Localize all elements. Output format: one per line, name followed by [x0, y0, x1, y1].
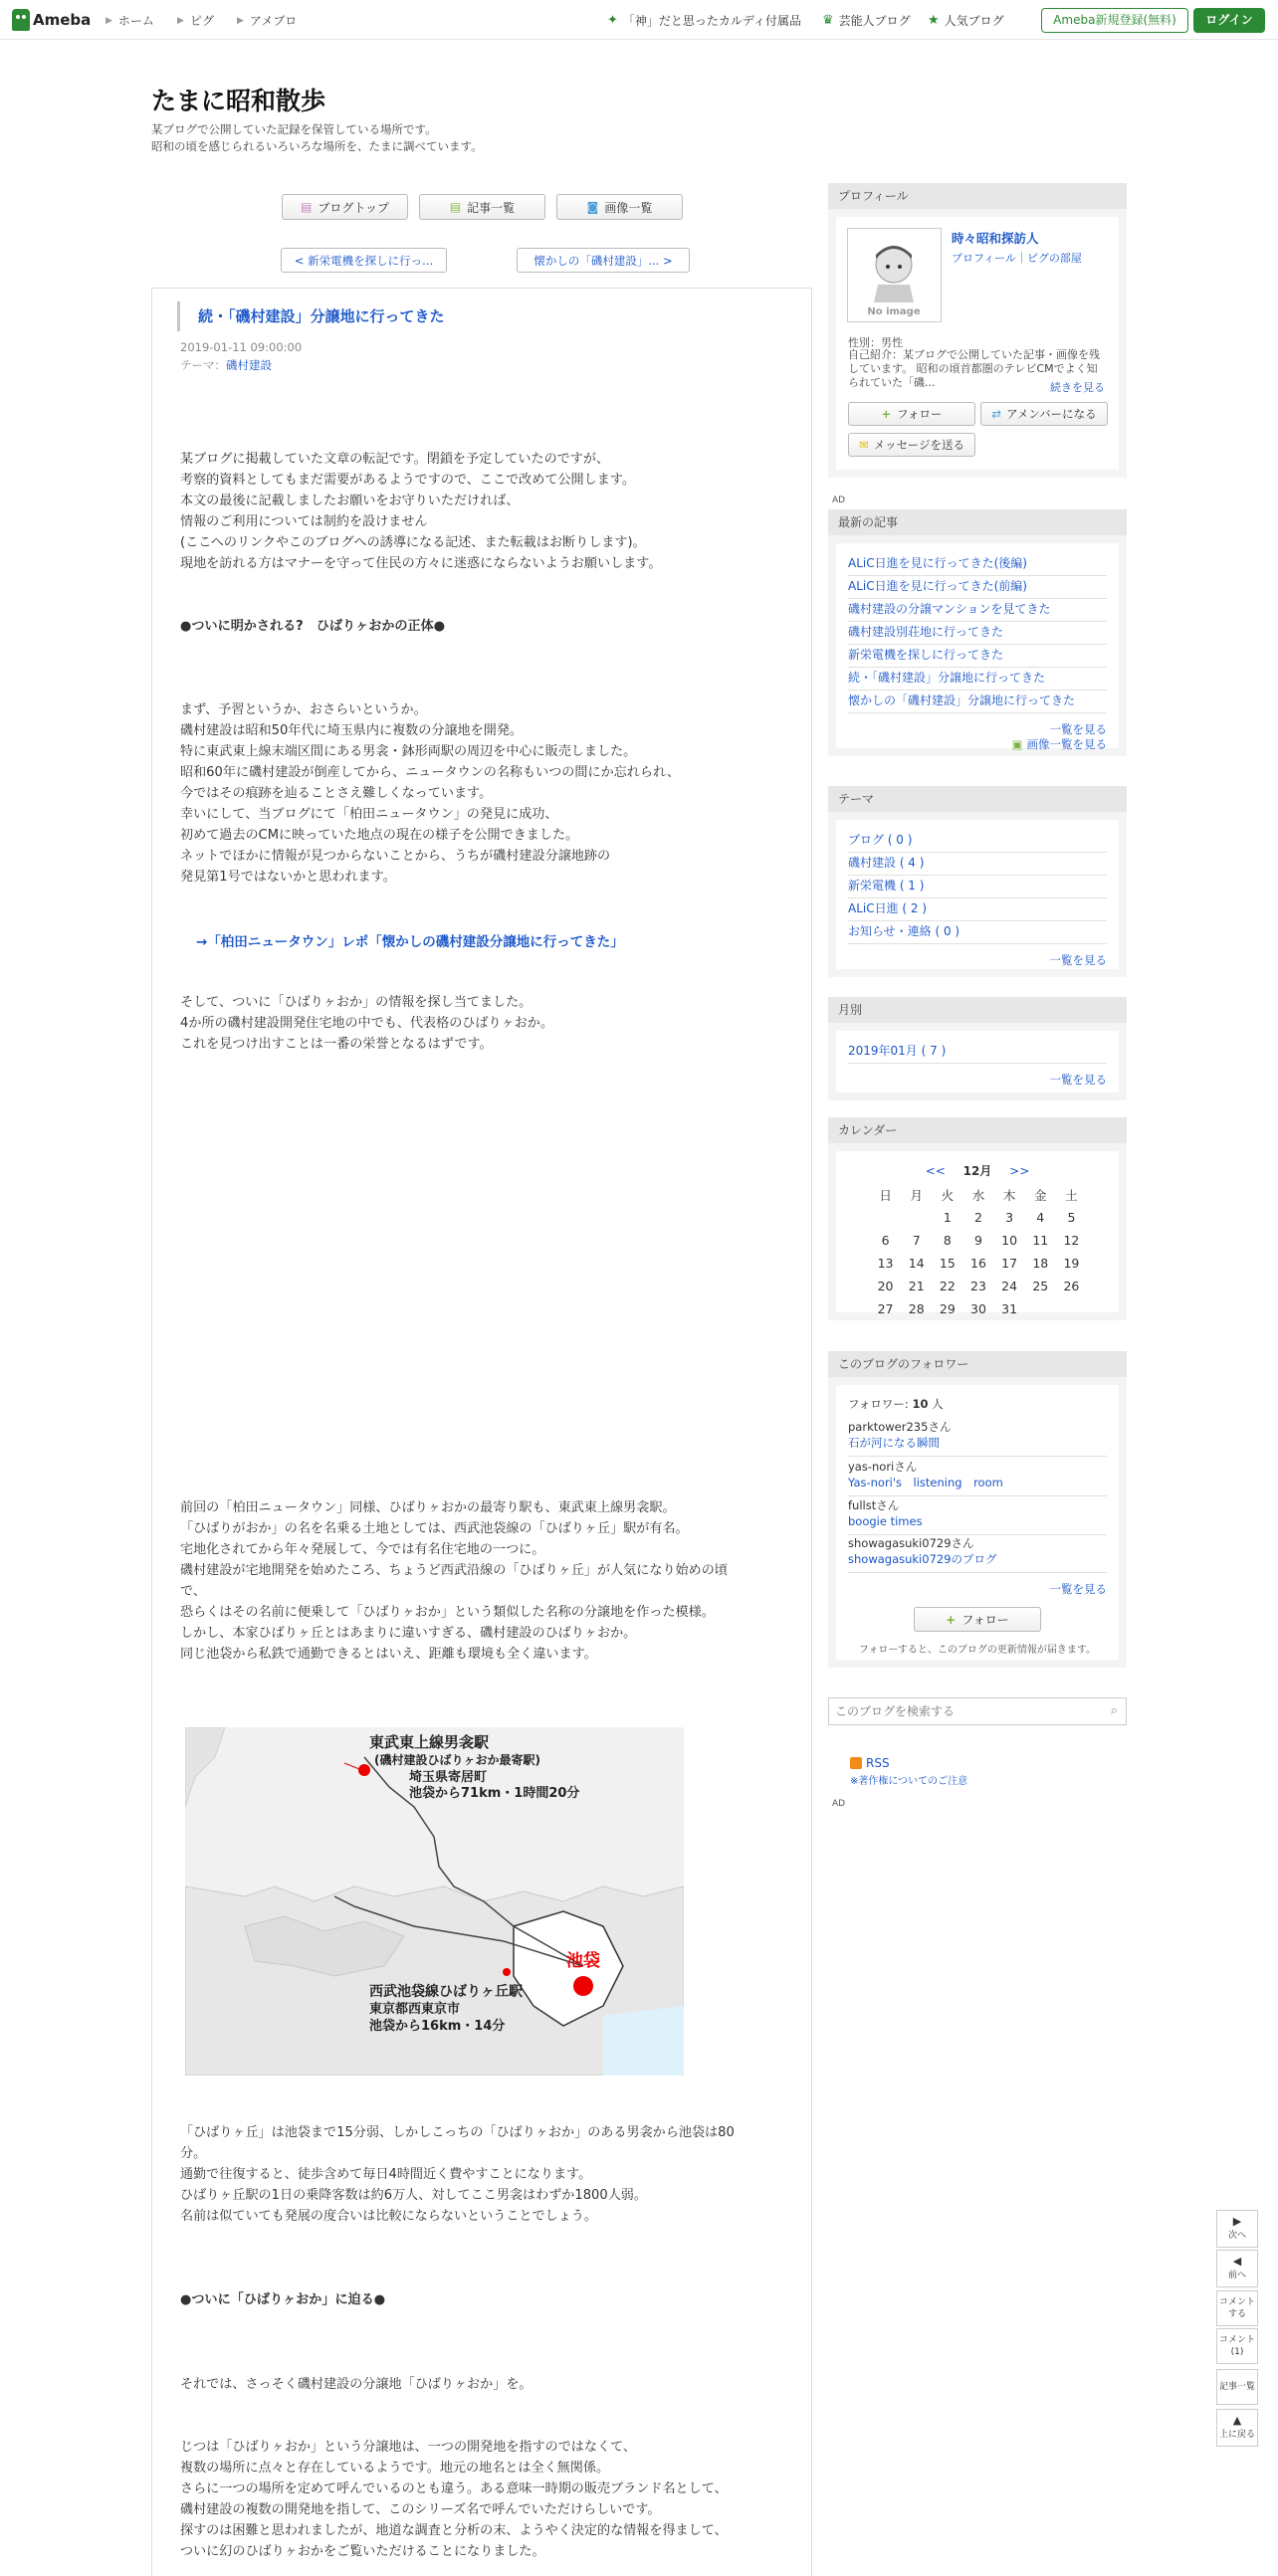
blog-top-label: ブログトップ [318, 200, 389, 215]
link-kaldi[interactable] [607, 12, 801, 29]
follow-label: フォロー [961, 1613, 1009, 1627]
recent-item[interactable]: 新栄電機を探しに行ってきた [848, 645, 1107, 668]
image-list-more-label: 画像一覧を見る [1026, 737, 1107, 751]
send-message-button[interactable] [848, 433, 975, 457]
map-label: 池袋から16km・14分 [369, 2019, 506, 2034]
text-line: 本文の最後に記載しましたお願いをお守りいただければ、 [180, 494, 520, 508]
text-line: 通勤で往復すると、徒歩含めて毎日4時間近く費やすことになります。 [180, 2167, 592, 2182]
theme-item[interactable]: 磯村建設 ( 4 ) [848, 853, 1107, 876]
text-line: それでは、さっそく磯村建設の分譲地「ひばりヶおか」を。 [180, 2377, 532, 2392]
next-label: 次へ [1227, 2231, 1246, 2241]
calendar-week [870, 1252, 1087, 1275]
nav-home[interactable] [106, 12, 154, 29]
top-label: 上に戻る [1218, 2430, 1255, 2440]
back-to-top-button[interactable] [1216, 2409, 1258, 2447]
follow-label: フォロー [897, 407, 943, 421]
calendar-day: 2 [974, 1210, 982, 1225]
calendar-day: 14 [908, 1256, 925, 1271]
copyright-note-link[interactable]: ※著作権についてのご注意 [850, 1776, 968, 1787]
hibarigaoka-station-marker [503, 1968, 511, 1976]
calendar-day: 28 [908, 1301, 925, 1316]
handshake-icon: ⇄ [991, 407, 1002, 421]
sparkle-icon: ✦ [607, 13, 618, 28]
calendar-day [1025, 1297, 1056, 1320]
camera-icon: ◙ [586, 200, 599, 214]
blog-desc-line: 昭和の頃を感じられるいろいろな場所を、たまに調べています。 [151, 139, 483, 153]
follower-user: fullstさん [848, 1498, 900, 1512]
text-line: 「ひばりがおか」の名を名乗る土地としては、西武池袋線の「ひばりヶ丘」駅が有名。 [180, 1521, 689, 1536]
register-button[interactable]: Ameba新規登録(無料) [1041, 8, 1188, 33]
ameba-mascot-icon [12, 9, 30, 31]
text-line: じつは「ひばりヶおか」という分譲地は、一つの開発地を指すのではなくて、 [180, 2440, 637, 2455]
text-line: 今ではその痕跡を辿ることさえ難しくなっています。 [180, 786, 493, 801]
calendar-prev-link[interactable]: << [925, 1164, 946, 1178]
rss-link[interactable] [850, 1756, 890, 1770]
follower-count-unit: 人 [928, 1397, 944, 1411]
calendar-day: 22 [939, 1279, 956, 1293]
text-line: 分。 [180, 2146, 207, 2161]
weekday: 金 [1034, 1187, 1047, 1203]
text-line: 情報のご利用については制約を設けません [180, 514, 428, 529]
follower-item[interactable] [848, 1459, 1107, 1496]
calendar-day: 9 [974, 1233, 982, 1248]
avatar[interactable] [847, 228, 942, 322]
theme-header: テーマ [828, 786, 1127, 812]
calendar-day: 10 [1001, 1233, 1018, 1248]
calendar-day: 7 [912, 1233, 921, 1248]
follower-count-label: フォロワー: [848, 1397, 913, 1411]
nav-home-label: ホーム [117, 14, 154, 28]
nav-pigg-label: ピグ [189, 14, 214, 28]
blog-description [151, 121, 748, 155]
calendar-day: 13 [877, 1256, 894, 1271]
login-button[interactable]: ログイン [1193, 8, 1265, 33]
theme-item[interactable]: 新栄電機 ( 1 ) [848, 876, 1107, 898]
body-paragraph-3 [180, 1497, 777, 1665]
theme-label: テーマ： [180, 358, 226, 372]
calendar-day: 21 [908, 1279, 925, 1293]
link-popular-blog[interactable] [928, 12, 1004, 29]
map-label: 埼玉県寄居町 [409, 1770, 488, 1785]
text-line: (ここへのリンクやこのブログへの誘導になる記述、また転載はお断りします)。 [180, 535, 646, 550]
text-line: 複数の場所に点々と存在しているようです。地元の地名とは全く無関係。 [180, 2461, 610, 2476]
chevron-right-icon: ▶ [177, 15, 184, 26]
next-article-link[interactable]: 懐かしの「磯村建設」... > [517, 248, 690, 273]
calendar-week [870, 1297, 1087, 1320]
theme-more-link[interactable]: 一覧を見る [1049, 953, 1107, 967]
text-line: 初めて過去のCMに映っていた地点の現在の様子を公開できました。 [180, 828, 579, 843]
calendar-day: 3 [1005, 1210, 1014, 1225]
calendar-grid [870, 1183, 1087, 1320]
comment-count-button[interactable]: コメント (1) [1216, 2328, 1258, 2364]
profile-more-link[interactable]: 続きを見る [1050, 381, 1105, 394]
body-paragraph-6 [180, 2437, 777, 2562]
calendar-day: 1 [943, 1210, 952, 1225]
text-line: 名前は似ていても発展の度合いは比較にならないということでしょう。 [180, 2209, 597, 2224]
section-heading-1: ●ついに明かされる? ひばりヶおかの正体● [180, 619, 446, 634]
follow-note: フォローすると、このブログの更新情報が届きます。 [858, 1645, 1097, 1656]
follower-item[interactable] [848, 1497, 1107, 1535]
calendar-day [870, 1206, 901, 1229]
weekday: 木 [1002, 1187, 1016, 1203]
text-line: 「ひばりヶ丘」は池袋まで15分弱、しかしこっちの「ひばりヶおか」のある男衾から池袋は80 [180, 2125, 735, 2140]
map-label: 池袋 [566, 1951, 600, 1971]
map-label: (磯村建設ひばりヶおか最寄駅) [374, 1753, 540, 1767]
recent-item[interactable]: 磯村建設別荘地に行ってきた [848, 622, 1107, 645]
body-paragraph-1 [180, 699, 777, 888]
theme-link[interactable]: 磯村建設 [226, 358, 272, 372]
theme-item[interactable]: ALiC日進 ( 2 ) [848, 898, 1107, 921]
text-line: 磯村建設は昭和50年代に埼玉県内に複数の分譲地を開発。 [180, 723, 524, 738]
no-image-avatar-icon [848, 229, 941, 321]
image-list-more-link[interactable] [1012, 736, 1107, 752]
text-line: 同じ池袋から私鉄で通勤できるとはいえ、距離も環境も全く違います。 [180, 1647, 597, 1662]
recent-item[interactable]: 磯村建設の分譲マンションを見てきた [848, 599, 1107, 622]
blog-search-box [828, 1697, 1127, 1725]
text-line: まず、予習というか、おさらいというか。 [180, 702, 427, 717]
post-date: 2019-01-11 09:00:00 [180, 340, 303, 354]
text-line: 現地を訪れる方はマナーを守って住民の方々に迷惑にならないようお願いします。 [180, 556, 662, 571]
top-bar [0, 0, 1278, 40]
follower-count [848, 1396, 944, 1412]
followers-more-row [848, 1581, 1107, 1595]
follower-blog-link[interactable]: boogie times [848, 1514, 923, 1528]
link-celebrity-blog[interactable] [822, 12, 911, 29]
text-line: 4か所の磯村建設開発住宅地の中でも、代表格のひばりヶおか。 [180, 1016, 553, 1031]
weekday: 火 [941, 1187, 955, 1203]
image-icon: ▣ [1011, 737, 1023, 751]
link-popular-blog-label: 人気ブログ [944, 14, 1004, 28]
recent-item[interactable]: ALiC日進を見に行ってきた(前編) [848, 576, 1107, 599]
followers-header: このブログのフォロワー [828, 1351, 1127, 1377]
ad-label: AD [832, 1799, 846, 1809]
star-icon: ★ [928, 13, 940, 28]
follower-blog-link[interactable]: 石が河になる瞬間 [848, 1436, 940, 1450]
intro-line: しています。 昭和の頃首都圏のテレビCMでよく知 [848, 362, 1098, 375]
kashiwada-report-link[interactable]: →「柏田ニュータウン」レポ「懐かしの磯村建設分譲地に行ってきた」 [196, 934, 624, 950]
text-line: 磯村建設の複数の開発地を指して、このシリーズ名で呼んでいただけらしいです。 [180, 2502, 661, 2517]
text-line: 前回の「柏田ニュータウン」同様、ひばりヶおかの最寄り駅も、東武東上線男衾駅。 [180, 1500, 676, 1515]
list-icon: ▤ [449, 200, 462, 214]
logo-text: Ameba [33, 11, 92, 29]
text-line: そして、ついに「ひばりヶおか」の情報を探し当てました。 [180, 995, 532, 1010]
calendar-day: 4 [1036, 1210, 1045, 1225]
calendar-day [1056, 1297, 1087, 1320]
calendar-weekday-row [870, 1183, 1087, 1206]
body-paragraph-5 [180, 2374, 777, 2395]
article-list-float-button[interactable]: 記事一覧 [1216, 2369, 1258, 2405]
crown-icon: ♛ [822, 13, 834, 28]
calendar-nav [848, 1162, 1107, 1179]
prev-article-button[interactable] [1216, 2250, 1258, 2287]
article-list-label: 記事一覧 [467, 200, 516, 215]
weekday: 月 [910, 1187, 923, 1203]
text-line: 宅地化されてから年々発展して、今では有名住宅地の一つに。 [180, 1542, 545, 1557]
prev-label: 前へ [1227, 2271, 1246, 2280]
map-label: 東武東上線男衾駅 [369, 1733, 490, 1751]
chevron-right-icon: ▶ [106, 15, 112, 26]
weekday: 日 [879, 1187, 892, 1203]
calendar-day: 20 [877, 1279, 894, 1293]
post-theme [180, 357, 272, 373]
route-map-image[interactable] [185, 1727, 684, 2076]
calendar-day: 19 [1063, 1256, 1080, 1271]
obusuma-station-marker [358, 1764, 370, 1776]
profile-header: プロフィール [828, 183, 1127, 209]
theme-more-row [848, 952, 1107, 966]
calendar-day [901, 1206, 932, 1229]
text-line: 特に東武東上線末端区間にある男衾・鉢形両駅の周辺を中心に販売しました。 [180, 744, 637, 759]
calendar-week [870, 1275, 1087, 1297]
recent-more-row [848, 721, 1107, 735]
image-list-button[interactable] [556, 194, 683, 220]
text-line: しかし、本家ひばりヶ丘とはあまりに違いすぎる、磯村建設のひばりヶおか。 [180, 1626, 637, 1641]
amember-label: アメンバーになる [1006, 407, 1097, 421]
calendar-next-link[interactable]: >> [1009, 1164, 1030, 1178]
text-line: ひばりヶ丘駅の1日の乗降客数は約6万人、対してここ男衾はわずか1800人弱。 [180, 2188, 647, 2203]
blog-title[interactable]: たまに昭和散歩 [151, 87, 326, 115]
recent-item[interactable]: ALiC日進を見に行ってきた(後編) [848, 553, 1107, 576]
text-line: 探すのは困難と思われましたが、地道な調査と分析の末、ようやく決定的な情報を得まして、 [180, 2523, 728, 2538]
text-line: ネットでほかに情報が見つからないことから、うちが磯村建設分譲地跡の [180, 849, 611, 864]
follower-blog-link[interactable]: showagasuki0729のブログ [848, 1552, 997, 1566]
text-line: 発見第1号ではないかと思われます。 [180, 870, 396, 885]
triangle-right-icon: ▶ [1232, 2215, 1242, 2228]
link-celebrity-blog-label: 芸能人ブログ [838, 14, 911, 28]
post-title[interactable]: 続・「磯村建設」分譲地に行ってきた [177, 301, 794, 331]
search-icon[interactable]: ⌕ [1110, 1703, 1118, 1718]
text-line: さらに一つの場所を定めて呼んでいるのとも違う。ある意味一時期の販売ブランド名として、 [180, 2481, 728, 2496]
intro-line: 自己紹介：某ブログで公開していた記事・画像を残 [848, 348, 1100, 361]
calendar-day: 23 [970, 1279, 986, 1293]
calendar-day: 6 [881, 1233, 890, 1248]
profile-gender: 性別：男性 [848, 336, 903, 349]
calendar-day: 15 [939, 1256, 956, 1271]
nav-ameblo[interactable] [237, 12, 297, 29]
calendar-day: 17 [1001, 1256, 1018, 1271]
followers-more-link[interactable]: 一覧を見る [1049, 1582, 1107, 1596]
follower-item[interactable] [848, 1535, 1107, 1573]
no-image-label: No image [867, 306, 921, 317]
chevron-right-icon: ▶ [237, 15, 244, 26]
followers-follow-button[interactable] [914, 1607, 1041, 1632]
text-line: これを見つけ出すことは一番の栄誉となるはずです。 [180, 1037, 493, 1052]
plus-icon: + [881, 407, 892, 421]
message-label: メッセージを送る [873, 438, 964, 452]
follower-user: showagasuki0729さん [848, 1536, 974, 1550]
nav-ameblo-label: アメブロ [249, 14, 298, 28]
profile-follow-button[interactable] [848, 402, 975, 426]
monthly-item[interactable]: 2019年01月 ( 7 ) [848, 1041, 1107, 1064]
triangle-left-icon: ◀ [1232, 2255, 1242, 2268]
calendar-day: 29 [939, 1301, 956, 1316]
recent-item[interactable]: 懐かしの「磯村建設」分譲地に行ってきた [848, 691, 1107, 713]
calendar-day: 16 [970, 1256, 986, 1271]
section-heading-2: ●ついに「ひばりヶおか」に迫る● [180, 2292, 386, 2307]
map-label: 東京都西東京市 [369, 2002, 461, 2017]
text-line: 恐らくはその名前に便乗して「ひばりヶおか」という類似した名称の分譲地を作った模様。 [180, 1605, 715, 1620]
ad-label: AD [832, 495, 846, 505]
calendar-day: 26 [1063, 1279, 1080, 1293]
follower-item[interactable] [848, 1419, 1107, 1457]
recent-header: 最新の記事 [828, 509, 1127, 535]
text-line: 昭和60年に磯村建設が倒産してから、ニュータウンの名称もいつの間にか忘れられ、 [180, 765, 680, 780]
nav-pigg[interactable] [177, 12, 214, 29]
monthly-more-row [848, 1072, 1107, 1086]
map-label: 西武池袋線ひばりヶ丘駅 [369, 1984, 523, 2000]
profile-links[interactable]: プロフィール｜ピグの部屋 [952, 252, 1082, 265]
blog-desc-line: 某ブログで公開していた記録を保管している場所です。 [151, 122, 437, 136]
calendar-day: 25 [1032, 1279, 1049, 1293]
recent-item[interactable]: 続・「磯村建設」分譲地に行ってきた [848, 668, 1107, 691]
body-paragraph-2 [180, 992, 777, 1055]
monthly-header: 月別 [828, 997, 1127, 1023]
calendar-week [870, 1229, 1087, 1252]
profile-name[interactable]: 時々昭和探訪人 [952, 231, 1039, 246]
calendar-month: 12月 [962, 1164, 992, 1178]
prev-article-link[interactable]: < 新栄電機を探しに行っ... [281, 248, 447, 273]
plus-icon: + [946, 1612, 957, 1627]
text-line: ついに幻のひばりヶおかをご覧いただけることになりました。 [180, 2544, 545, 2559]
link-kaldi-label: 「神」だと思ったカルディ付属品 [622, 14, 801, 28]
calendar-header: カレンダー [828, 1117, 1127, 1143]
calendar-day: 30 [970, 1301, 986, 1316]
body-paragraph-4 [180, 2122, 777, 2227]
weekday: 土 [1065, 1187, 1078, 1203]
blog-search-input[interactable] [829, 1698, 1088, 1724]
map-label: 池袋から71km・1時間20分 [409, 1786, 580, 1801]
next-article-button[interactable] [1216, 2210, 1258, 2248]
calendar-day: 31 [1001, 1301, 1018, 1316]
follower-count-value: 10 [912, 1397, 929, 1411]
intro-line: られていた「磯... [848, 376, 936, 389]
calendar-day: 12 [1063, 1233, 1080, 1248]
write-comment-button[interactable]: コメント する [1216, 2290, 1258, 2326]
calendar-day: 11 [1032, 1233, 1049, 1248]
ikebukuro-marker [573, 1976, 593, 1996]
calendar-day: 8 [943, 1233, 952, 1248]
theme-item[interactable]: お知らせ・連絡 ( 0 ) [848, 921, 1107, 944]
rss-icon [850, 1757, 862, 1769]
text-line: 幸いにして、当ブログにて「柏田ニュータウン」の発見に成功、 [180, 807, 558, 822]
text-line: で、 [180, 1584, 206, 1599]
article-list-button[interactable] [419, 194, 545, 220]
amember-button[interactable] [980, 402, 1108, 426]
text-line: 某ブログに掲載していた文章の転記です。閉鎖を予定していたのですが、 [180, 452, 610, 467]
calendar-week [870, 1206, 1087, 1229]
weekday: 水 [971, 1187, 985, 1203]
calendar-day: 27 [877, 1301, 894, 1316]
monthly-more-link[interactable]: 一覧を見る [1049, 1073, 1107, 1087]
follower-user: parktower235さん [848, 1420, 952, 1434]
text-line: 考察的資料としてもまだ需要があるようですので、ここで改めて公開します。 [180, 473, 635, 488]
triangle-up-icon: ▲ [1232, 2414, 1242, 2427]
calendar-day: 24 [1001, 1279, 1018, 1293]
calendar-day: 5 [1067, 1210, 1076, 1225]
recent-img-more-row [848, 736, 1107, 750]
rss-label[interactable]: RSS [866, 1756, 890, 1770]
document-icon: ▤ [301, 200, 313, 214]
envelope-icon: ✉ [859, 438, 869, 452]
ameba-logo[interactable] [12, 8, 91, 32]
theme-item[interactable]: ブログ ( 0 ) [848, 830, 1107, 853]
blog-top-button[interactable] [282, 194, 408, 220]
follower-user: yas-noriさん [848, 1460, 918, 1474]
follower-blog-link[interactable]: Yas-nori's listening room [848, 1476, 1003, 1489]
intro-paragraph [180, 449, 777, 574]
image-list-label: 画像一覧 [604, 200, 653, 215]
text-line: 磯村建設が宅地開発を始めたころ、ちょうど西武沿線の「ひばりヶ丘」が人気になり始めの頃 [180, 1563, 728, 1578]
recent-more-link[interactable]: 一覧を見る [1049, 722, 1107, 736]
calendar-day: 18 [1032, 1256, 1049, 1271]
